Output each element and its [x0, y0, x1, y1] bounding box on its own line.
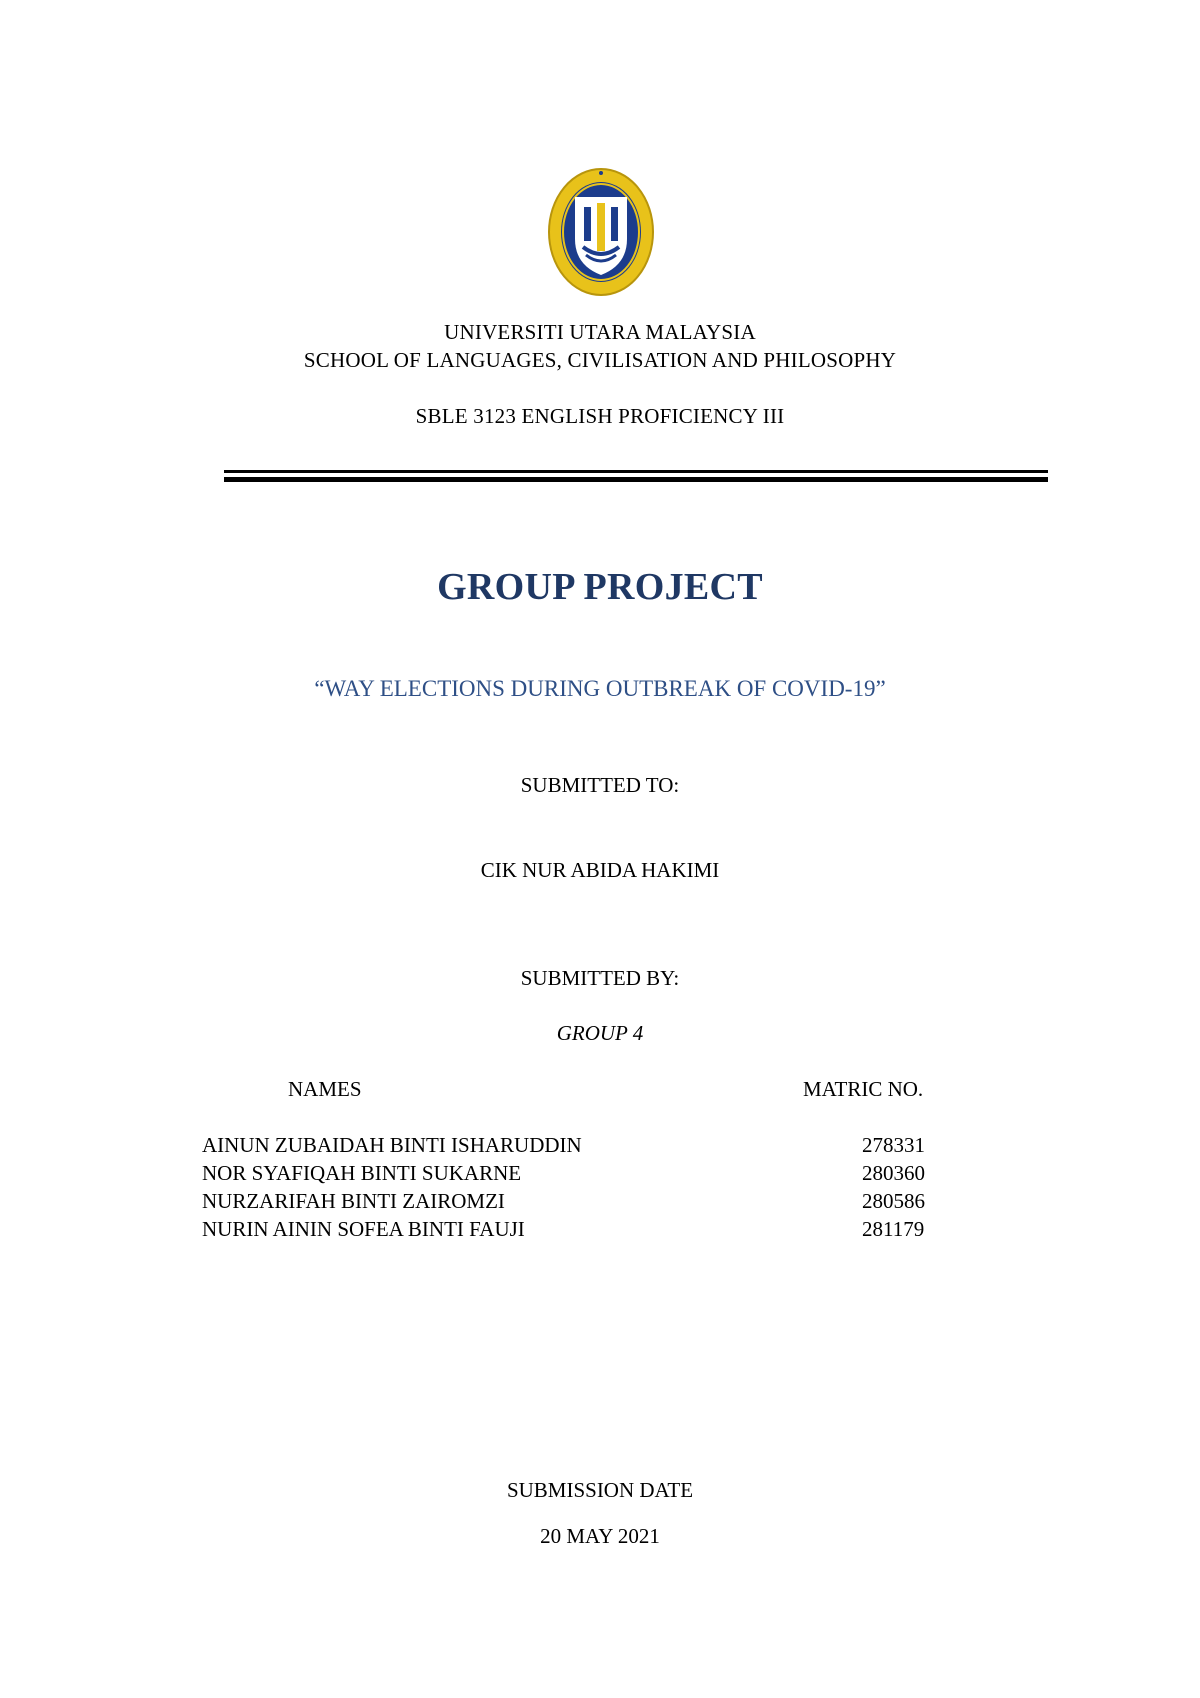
names-header: NAMES: [288, 1077, 362, 1101]
university-name: UNIVERSITI UTARA MALAYSIA: [444, 320, 756, 344]
member-matric: 278331: [862, 1133, 925, 1157]
member-name: NURIN AININ SOFEA BINTI FAUJI: [202, 1217, 525, 1241]
member-name: AINUN ZUBAIDAH BINTI ISHARUDDIN: [202, 1133, 582, 1157]
matric-header: MATRIC NO.: [803, 1077, 924, 1101]
member-matric: 280586: [862, 1189, 925, 1213]
divider-thick: [224, 477, 1048, 482]
divider-thin: [224, 470, 1048, 473]
course-title: SBLE 3123 ENGLISH PROFICIENCY III: [415, 404, 785, 428]
submitted-by-label: SUBMITTED BY:: [520, 966, 680, 990]
submitted-to-label: SUBMITTED TO:: [520, 773, 680, 797]
lecturer-name: CIK NUR ABIDA HAKIMI: [480, 858, 720, 882]
project-subtitle: “WAY ELECTIONS DURING OUTBREAK OF COVID-19”: [314, 676, 886, 701]
project-title: GROUP PROJECT: [437, 566, 763, 608]
submission-date-label: SUBMISSION DATE: [506, 1478, 694, 1502]
member-name: NURZARIFAH BINTI ZAIROMZI: [202, 1189, 505, 1213]
university-crest-icon: [548, 167, 654, 297]
member-name: NOR SYAFIQAH BINTI SUKARNE: [202, 1161, 522, 1185]
member-matric: 280360: [862, 1161, 925, 1185]
member-matric: 281179: [862, 1217, 925, 1241]
university-logo: [548, 167, 654, 297]
submission-date: 20 MAY 2021: [540, 1524, 660, 1548]
school-name: SCHOOL OF LANGUAGES, CIVILISATION AND PHILOSOPHY: [303, 348, 897, 372]
group-name: GROUP 4: [556, 1021, 644, 1045]
